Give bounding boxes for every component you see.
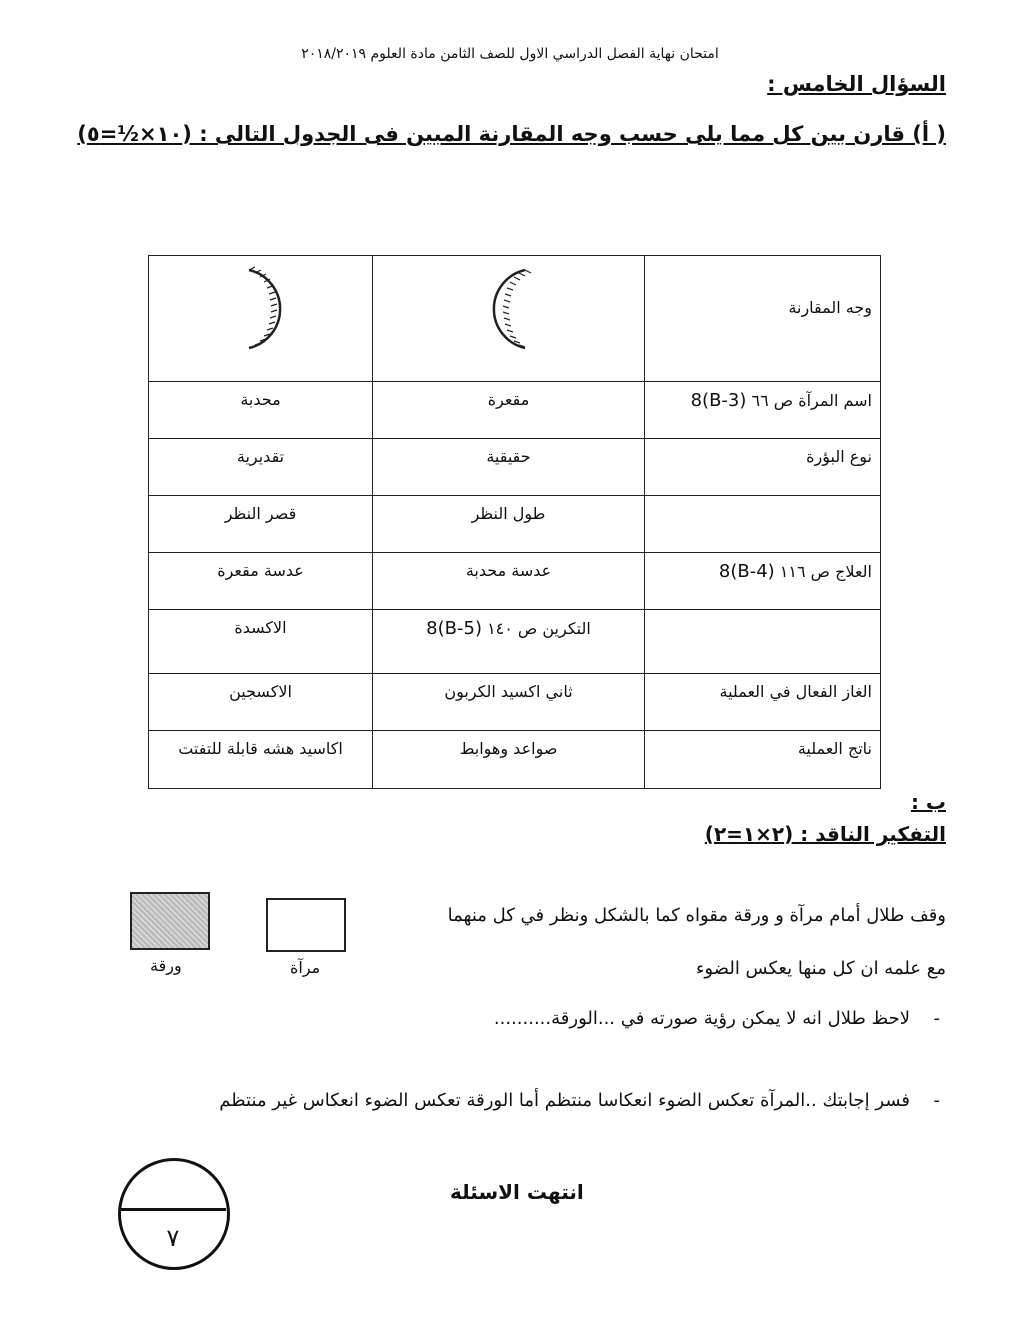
row-label: [645, 496, 881, 553]
table-cell: حقيقية: [373, 439, 645, 496]
curriculum-reference: 8(B-5): [426, 618, 482, 639]
page-number: ٧: [166, 1224, 180, 1252]
table-row: [149, 496, 881, 553]
table-cell: صواعد وهوابط: [373, 731, 645, 789]
paper-label: ورقة: [150, 956, 182, 975]
scenario-text-line-2: مع علمه ان كل منها يعكس الضوء: [695, 958, 946, 979]
mirror-figure-cell: [373, 256, 645, 382]
answer-observation: لاحظ طلال انه لا يمكن رؤية صورته في ...الورقة..........: [493, 1008, 910, 1029]
critical-thinking-title: التفكير الناقد : (٢×١=٢): [704, 822, 946, 846]
concave-mirror-icon: [479, 264, 539, 354]
table-cell: ثاني اكسيد الكربون: [373, 674, 645, 731]
table-cell-text: التكرين ص ١٤٠: [487, 619, 591, 638]
page-number-circle: [118, 1158, 230, 1270]
row-label: الغاز الفعال في العملية: [645, 674, 881, 731]
part-b-title: ب :: [910, 790, 946, 814]
row-label: نوع البؤرة: [645, 439, 881, 496]
bullet-dash: -: [933, 1090, 940, 1111]
table-cell: الاكسدة: [149, 610, 373, 674]
table-row: [149, 439, 881, 496]
convex-mirror-icon: [231, 264, 291, 354]
row-label: العلاج ص ١١٦: [779, 562, 872, 581]
mirror-label: مرآة: [290, 958, 321, 977]
exam-header: امتحان نهاية الفصل الدراسي الاول للصف الثامن مادة العلوم ٢٠١٨/٢٠١٩: [301, 46, 719, 62]
question-five-title: السؤال الخامس :: [767, 72, 946, 96]
end-of-questions: انتهت الاسئلة: [450, 1180, 584, 1204]
row-label: ناتج العملية: [645, 731, 881, 789]
cardboard-paper-figure: [130, 892, 210, 950]
table-cell: عدسة مقعرة: [149, 553, 373, 610]
row-label: اسم المرآة ص ٦٦: [751, 391, 872, 410]
table-cell: طول النظر: [373, 496, 645, 553]
table-cell: مقعرة: [373, 382, 645, 439]
table-row: [149, 382, 881, 439]
part-a-instruction: ( أ) قارن بين كل مما يلى حسب وجه المقارنة المبين فى الجدول التالى : (١٠×½=٥): [77, 122, 946, 146]
table-header-row: [149, 256, 881, 382]
page-number-divider: [120, 1208, 226, 1211]
mirror-figure: [266, 898, 346, 952]
bullet-dash: -: [933, 1008, 940, 1029]
curriculum-reference: 8(B-3): [690, 390, 747, 411]
answer-explanation: فسر إجابتك ..المرآة تعكس الضوء انعكاسا منتظم أما الورقة تعكس الضوء انعكاس غير منتظم: [219, 1090, 910, 1111]
table-row: [149, 731, 881, 789]
scenario-text-line-1: وقف طلال أمام مرآة و ورقة مقواه كما بالشكل ونظر في كل منهما: [447, 905, 946, 926]
comparison-table: [148, 255, 881, 789]
table-cell: الاكسجين: [149, 674, 373, 731]
comparison-aspect-header: وجه المقارنة: [645, 256, 881, 382]
curriculum-reference: 8(B-4): [718, 561, 775, 582]
table-cell: تقديرية: [149, 439, 373, 496]
mirror-figure-cell: [149, 256, 373, 382]
table-row: [149, 553, 881, 610]
table-cell: عدسة محدبة: [373, 553, 645, 610]
table-row: [149, 674, 881, 731]
table-row: [149, 610, 881, 674]
table-cell: اكاسيد هشه قابلة للتفتت: [149, 731, 373, 789]
row-label: [645, 610, 881, 674]
table-cell: قصر النظر: [149, 496, 373, 553]
table-cell: محدبة: [149, 382, 373, 439]
